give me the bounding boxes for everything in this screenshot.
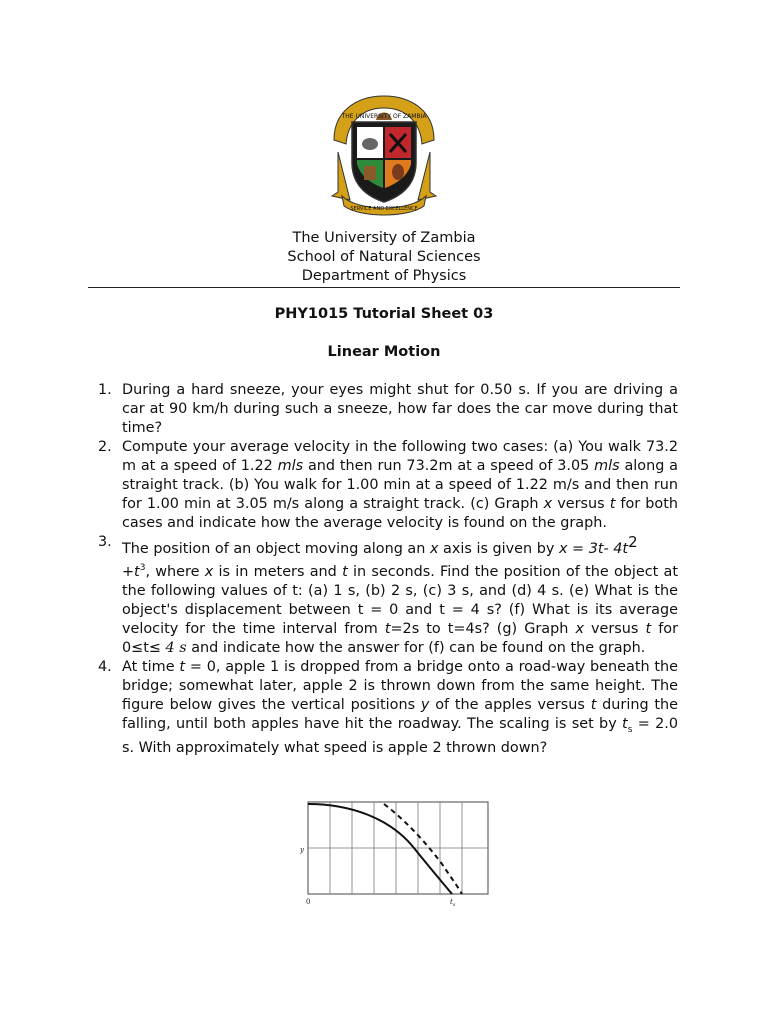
question-2 bbox=[98, 438, 678, 533]
question-text: During a hard sneeze, your eyes might shut for 0.50 s. If you are driving a car at 90 km/h during such a sneeze, how far does the car move during that time? bbox=[122, 382, 678, 436]
question-text: during the falling, until both apples have hit the roadway. The scaling is set by bbox=[122, 696, 678, 732]
equation-exponent-3: 3 bbox=[139, 562, 146, 573]
header-divider bbox=[88, 287, 680, 288]
origin-tick-label: 0 bbox=[306, 898, 311, 906]
sheet-topic: Linear Motion bbox=[327, 344, 441, 360]
variable-t: t bbox=[342, 563, 348, 580]
math-interval: 4 s bbox=[165, 639, 187, 656]
variable-t: t bbox=[384, 620, 391, 637]
equation-terms: +t bbox=[122, 563, 140, 580]
question-text: is in meters and bbox=[213, 563, 343, 580]
question-number: 3. bbox=[98, 534, 112, 550]
variable-x: x bbox=[204, 563, 214, 580]
crest-banner-text: THE UNIVERSITY OF ZAMBIA bbox=[341, 113, 427, 120]
unit-italic: mls bbox=[277, 458, 304, 474]
y-axis-label: y bbox=[300, 846, 304, 854]
apple-position-figure bbox=[290, 798, 490, 910]
question-3 bbox=[98, 533, 678, 658]
question-number: 2. bbox=[98, 439, 112, 455]
question-text: = 0, apple 1 is dropped from a bridge onto a road-way beneath the bridge; somewhat later, apple 2 is thrown down from the same height. The figure below gives the vertical positions bbox=[122, 658, 679, 713]
question-text: versus bbox=[583, 620, 646, 637]
question-text: of the apples versus bbox=[429, 696, 591, 713]
variable-x: x bbox=[429, 540, 439, 557]
question-text: in seconds. Find the position of the object at the following values of t: (a) 1 s, (b) 2 s, (c) 3 s, and (d) 4 s. (e) What is the object's displacement between t = 0 and t = 4 s? (f) What is its average velocity for the time interval from bbox=[122, 563, 679, 637]
variable-x: x bbox=[575, 620, 584, 637]
sheet-title: PHY1015 Tutorial Sheet 03 bbox=[274, 306, 494, 322]
equation-exponent-2: 2 bbox=[628, 533, 638, 551]
question-number: 4. bbox=[98, 658, 112, 675]
question-number: 1. bbox=[98, 382, 112, 398]
subscript-s: s bbox=[627, 724, 633, 735]
variable-t: t bbox=[179, 658, 186, 675]
variable-x: x bbox=[543, 496, 553, 512]
question-text: = 2.0 s. With approximately what speed is apple 2 thrown down? bbox=[122, 715, 679, 757]
equation-lhs: x bbox=[558, 540, 568, 557]
variable-t: t bbox=[645, 620, 652, 637]
question-text: and indicate how the answer for (f) can be found on the graph. bbox=[186, 639, 646, 656]
variable-ts: t bbox=[622, 715, 628, 732]
question-4 bbox=[98, 658, 678, 759]
variable-t: t bbox=[590, 696, 597, 713]
question-text: axis is given by bbox=[438, 540, 559, 557]
question-text: versus bbox=[552, 496, 610, 512]
equation-terms: = 3t- 4t bbox=[567, 540, 629, 557]
crest-motto-text: SERVICE AND EXCELLENCE bbox=[350, 206, 418, 212]
variable-y: y bbox=[420, 696, 430, 713]
school-name: School of Natural Sciences bbox=[287, 249, 481, 265]
ts-tick-label: $t_s$ bbox=[450, 898, 456, 908]
question-text: =2s to t=4s? (g) Graph bbox=[390, 620, 576, 637]
question-text: for both cases and indicate how the average velocity is found on the graph. bbox=[122, 496, 678, 531]
university-name: The University of Zambia bbox=[292, 230, 476, 246]
question-1 bbox=[98, 381, 678, 438]
question-text: The position of an object moving along an bbox=[122, 540, 430, 557]
question-text: along a straight track. (b) You walk for 1.00 min at a speed of 1.22 m/s and then run for 1.00 min at 3.05 m/s along a straight track. (c) Graph bbox=[122, 458, 678, 512]
university-crest-logo bbox=[328, 92, 440, 216]
question-list bbox=[98, 381, 678, 758]
question-text: At time bbox=[122, 658, 180, 675]
crest-shield bbox=[352, 122, 416, 202]
question-text: for 0≤t≤ bbox=[122, 620, 678, 656]
question-text: and then run 73.2m at a speed of 3.05 bbox=[303, 458, 595, 474]
unit-italic: mls bbox=[594, 458, 620, 474]
department-name: Department of Physics bbox=[301, 268, 467, 284]
question-text: Compute your average velocity in the following two cases: (a) You walk 73.2 m at a speed of 1.22 bbox=[122, 439, 678, 474]
variable-t: t bbox=[609, 496, 616, 512]
question-text: , where bbox=[145, 563, 205, 580]
